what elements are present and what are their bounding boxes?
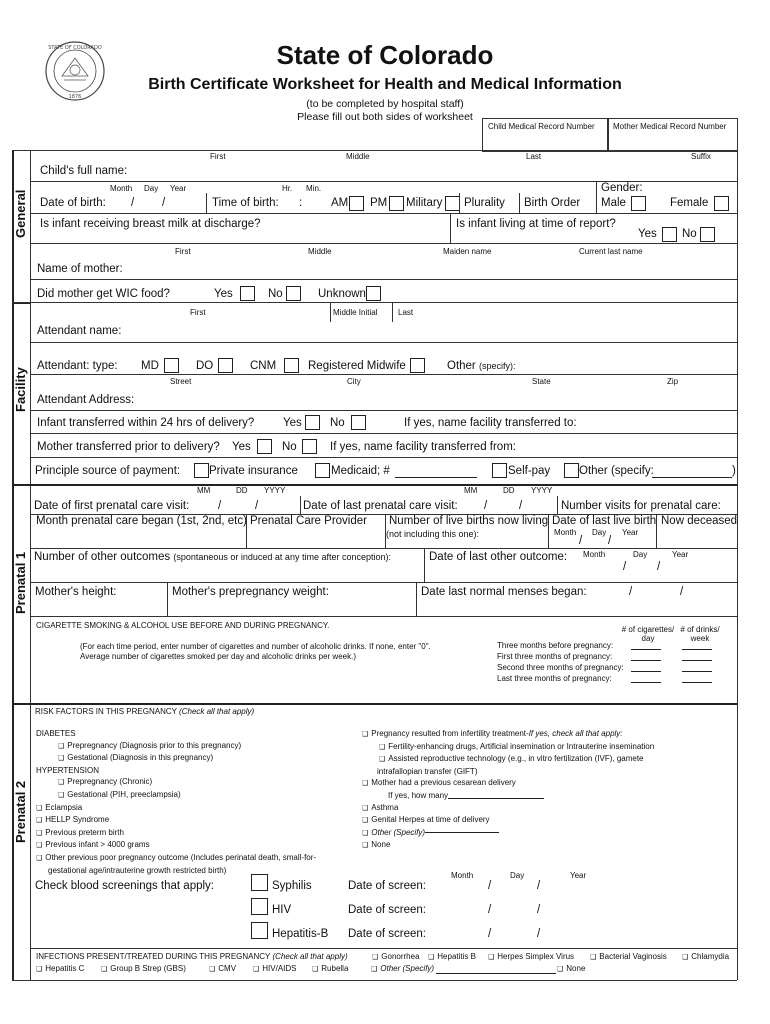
drink-field[interactable]	[682, 660, 712, 661]
page-title: State of Colorado	[276, 40, 494, 70]
infant-transfer-yes-label: Yes	[283, 417, 302, 429]
attendant-type-label: Attendant: type:	[37, 360, 118, 372]
medicaid-number-field[interactable]	[395, 477, 477, 478]
risk-hypertension-gestational[interactable]: ❑ Gestational (PIH, preeclampsia)	[58, 789, 181, 799]
llb-slash: /	[579, 535, 583, 547]
other-label: Other (specify):	[447, 360, 516, 372]
col-last: Last	[526, 152, 542, 161]
tob-min-label: Min.	[306, 184, 322, 193]
weight-label: Mother's prepregnancy weight:	[172, 586, 329, 598]
drink-field[interactable]	[682, 682, 712, 683]
child-name-label: Child's full name:	[40, 165, 128, 177]
other-payment-field[interactable]	[652, 477, 732, 478]
smoking-instr-2: Average number of cigarettes smoked per day and alcoholic drinks per week.)	[80, 652, 356, 661]
addr-col-street: Street	[170, 377, 192, 386]
syphilis-date-label: Date of screen:	[348, 880, 426, 892]
drink-head: # of drinks/	[680, 625, 720, 634]
infant-transfer-yes-checkbox[interactable]	[305, 415, 320, 430]
smoking-title: CIGARETTE SMOKING & ALCOHOL USE BEFORE AND DURING PREGNANCY.	[36, 621, 330, 630]
section-facility: Facility	[13, 367, 28, 412]
screen-slash: /	[488, 904, 492, 916]
risk-diabetes: DIABETES	[36, 729, 76, 738]
col-suffix: Suffix	[691, 152, 711, 161]
other-payment-label: Other (specify:	[579, 465, 654, 477]
risk-hellp[interactable]: ❑ HELLP Syndrome	[36, 815, 110, 825]
first-visit-dd: DD	[236, 486, 248, 495]
first-visit-mm: MM	[197, 486, 211, 495]
mother-name-label: Name of mother:	[37, 263, 123, 275]
screen-month: Month	[451, 871, 474, 880]
last-visit-label: Date of last prenatal care visit:	[303, 500, 458, 512]
plurality-label: Plurality	[464, 197, 505, 209]
smoking-periods	[497, 640, 624, 684]
mother-transfer-yes-label: Yes	[232, 441, 251, 453]
last-outcome-label: Date of last other outcome:	[429, 551, 568, 563]
inf-chlamydia[interactable]: ❑ Chlamydia	[682, 952, 730, 961]
inf-none[interactable]: ❑ None	[557, 964, 586, 973]
transferred-from-label: If yes, name facility transferred from:	[330, 441, 516, 453]
living-no-label: No	[682, 228, 697, 240]
dob-month-label: Month	[110, 184, 133, 193]
risk-infant-4000[interactable]: ❑ Previous infant > 4000 grams	[36, 840, 150, 850]
svg-text:STATE OF COLORADO: STATE OF COLORADO	[48, 45, 102, 51]
period-last-3mo: Last three months of pregnancy:	[497, 674, 612, 683]
mother-col-middle: Middle	[308, 247, 332, 256]
last-visit-mm: MM	[464, 486, 478, 495]
risk-cesarean[interactable]: ❑ Mother had a previous cesarean delivery	[362, 778, 516, 788]
att-col-last: Last	[398, 308, 414, 317]
wic-yes-checkbox[interactable]	[240, 286, 255, 301]
military-checkbox[interactable]	[445, 196, 460, 211]
mother-col-current-last: Current last name	[579, 247, 643, 256]
transferred-to-label: If yes, name facility transferred to:	[404, 417, 577, 429]
inf-gonorrhea[interactable]: ❑ Gonorrhea	[372, 952, 420, 961]
risk-eclampsia[interactable]: ❑ Eclampsia	[36, 802, 83, 812]
section-prenatal-1: Prenatal 1	[13, 551, 28, 614]
mother-transferred-label: Mother transferred prior to delivery?	[37, 441, 220, 453]
private-insurance-label: Private insurance	[209, 465, 298, 477]
risk-art[interactable]: ❑ Assisted reproductive technology (e.g., in vitro fertilization (IVF), gamete	[379, 754, 644, 764]
cig-head-2: day	[641, 634, 655, 643]
addr-col-city: City	[347, 377, 361, 386]
lo-month: Month	[583, 550, 606, 559]
inf-rubella[interactable]: ❑ Rubella	[312, 964, 349, 973]
provider-label: Prenatal Care Provider	[250, 515, 367, 527]
risk-hypertension-prepregnancy[interactable]: ❑ Prepregnancy (Chronic)	[58, 777, 153, 787]
breast-milk-label: Is infant receiving breast milk at discharge?	[40, 218, 261, 230]
infant-transferred-label: Infant transferred within 24 hrs of delivery?	[37, 417, 255, 429]
screen-slash: /	[488, 880, 492, 892]
last-visit-slash: /	[484, 500, 488, 512]
last-visit-yyyy: YYYY	[531, 486, 553, 495]
tob-label: Time of birth:	[212, 197, 279, 209]
llb-year: Year	[622, 528, 639, 537]
pm-checkbox[interactable]	[389, 196, 404, 211]
page-subtitle: Birth Certificate Worksheet for Health and Medical Information	[148, 76, 622, 93]
not-including-label: (not including this one):	[386, 529, 480, 539]
mother-transfer-yes-checkbox[interactable]	[257, 439, 272, 454]
att-col-middle: Middle Initial	[333, 308, 378, 317]
now-deceased-label: Now deceased	[661, 515, 738, 527]
attendant-address-label: Attendant Address:	[37, 394, 135, 406]
period-3mo-before: Three months before pregnancy:	[497, 641, 614, 650]
wic-no-checkbox[interactable]	[286, 286, 301, 301]
section-prenatal-2: Prenatal 2	[13, 780, 28, 843]
screen-slash: /	[537, 880, 541, 892]
inf-cmv[interactable]: ❑ CMV	[209, 964, 237, 973]
inf-gbs[interactable]: ❑ Group B Strep (GBS)	[101, 964, 186, 973]
tob-colon: :	[299, 197, 303, 209]
risk-cesarean-count: If yes, how many	[388, 790, 449, 800]
midwife-checkbox[interactable]	[410, 358, 425, 373]
cig-field[interactable]	[631, 682, 661, 683]
selfpay-checkbox[interactable]	[492, 463, 507, 478]
cig-head: # of cigarettes/	[621, 625, 675, 634]
screen-day: Day	[510, 871, 525, 880]
risk-poor-outcome-cont: gestational age/intrauterine growth restricted birth)	[48, 865, 227, 875]
col-first: First	[210, 152, 226, 161]
drink-head-2: week	[690, 634, 710, 643]
last-live-birth-label: Date of last live birth	[552, 515, 657, 527]
risk-other-field[interactable]	[425, 832, 499, 833]
risk-hypertension: HYPERTENSION	[36, 765, 99, 775]
cig-field[interactable]	[631, 649, 661, 650]
other-payment-checkbox[interactable]	[564, 463, 579, 478]
mother-col-maiden: Maiden name	[443, 247, 492, 256]
medicaid-label: Medicaid; #	[331, 465, 390, 477]
instruction-note: (to be completed by hospital staff)	[306, 98, 464, 110]
hiv-label: HIV	[272, 904, 292, 916]
risk-preterm[interactable]: ❑ Previous preterm birth	[36, 827, 124, 837]
dob-slash: /	[162, 197, 166, 209]
drink-field[interactable]	[682, 671, 712, 672]
last-visit-dd: DD	[503, 486, 515, 495]
llb-day: Day	[592, 528, 607, 537]
live-births-label: Number of live births now living	[389, 515, 549, 527]
do-checkbox[interactable]	[218, 358, 233, 373]
screen-slash: /	[537, 928, 541, 940]
hepb-checkbox[interactable]	[251, 922, 268, 939]
living-yes-label: Yes	[638, 228, 657, 240]
male-label: Male	[601, 197, 626, 209]
female-checkbox[interactable]	[714, 196, 729, 211]
infant-living-label: Is infant living at time of report?	[456, 218, 616, 230]
am-label: AM	[331, 197, 349, 209]
gender-label: Gender:	[601, 182, 643, 194]
living-yes-checkbox[interactable]	[662, 227, 677, 242]
dob-day-label: Day	[144, 184, 159, 193]
syphilis-checkbox[interactable]	[251, 874, 268, 891]
dob-slash: /	[131, 197, 135, 209]
am-checkbox[interactable]	[349, 196, 364, 211]
mother-transfer-no-label: No	[282, 441, 297, 453]
col-middle: Middle	[346, 152, 370, 161]
risk-asthma[interactable]: ❑ Asthma	[362, 802, 399, 812]
screen-slash: /	[488, 928, 492, 940]
llb-slash: /	[608, 535, 612, 547]
cig-field[interactable]	[631, 660, 661, 661]
risk-infertility[interactable]: ❑ Pregnancy resulted from infertility treatment-If yes, check all that apply:	[362, 729, 623, 738]
risk-art-cont: intrafallopian transfer (GIFT)	[377, 766, 478, 776]
cesarean-count-field[interactable]	[448, 798, 544, 799]
risk-none[interactable]: ❑ None	[362, 840, 391, 850]
risk-diabetes-gestational[interactable]: ❑ Gestational (Diagnosis in this pregnancy)	[58, 753, 214, 763]
infant-transfer-no-checkbox[interactable]	[351, 415, 366, 430]
mother-mrn-label: Mother Medical Record Number	[613, 122, 727, 131]
wic-unknown-checkbox[interactable]	[366, 286, 381, 301]
wic-yes-label: Yes	[214, 288, 233, 300]
child-mrn-label: Child Medical Record Number	[488, 122, 595, 131]
inf-hepb[interactable]: ❑ Hepatitis B	[428, 952, 476, 961]
wic-unknown-label: Unknown	[318, 288, 366, 300]
last-visit-slash: /	[519, 500, 523, 512]
llb-month: Month	[554, 528, 577, 537]
att-col-first: First	[190, 308, 206, 317]
inf-other[interactable]: ❑ Other (Specify)	[371, 964, 435, 973]
other-outcomes-label: Number of other outcomes (spontaneous or induced at any time after conception):	[34, 551, 391, 563]
other-payment-close: )	[732, 465, 736, 477]
period-first-3mo: First three months of pregnancy:	[497, 652, 613, 661]
risk-poor-outcome[interactable]: ❑ Other previous poor pregnancy outcome (Includes perinatal death, small-for-	[36, 852, 317, 862]
period-second-3mo: Second three months of pregnancy:	[497, 663, 624, 672]
pm-label: PM	[370, 197, 388, 209]
female-label: Female	[670, 197, 709, 209]
hepb-label: Hepatitis-B	[272, 928, 329, 940]
dob-year-label: Year	[170, 184, 187, 193]
medicaid-checkbox[interactable]	[315, 463, 330, 478]
smoking-instr-1: (For each time period, enter number of cigarettes and number of alcoholic drinks. If none, enter "0".	[80, 642, 431, 651]
menses-slash: /	[680, 586, 684, 598]
inf-hepc[interactable]: ❑ Hepatitis C	[36, 964, 85, 973]
risk-genital-herpes[interactable]: ❑ Genital Herpes at time of delivery	[362, 815, 490, 825]
male-checkbox[interactable]	[631, 196, 646, 211]
risk-list-right	[362, 728, 654, 852]
living-no-checkbox[interactable]	[700, 227, 715, 242]
drink-field[interactable]	[682, 649, 712, 650]
birth-order-label: Birth Order	[524, 197, 581, 209]
risk-list-left	[36, 728, 316, 876]
inf-bv[interactable]: ❑ Bacterial Vaginosis	[590, 952, 667, 961]
hepb-date-label: Date of screen:	[348, 928, 426, 940]
addr-col-state: State	[532, 377, 551, 386]
risk-diabetes-prepregnancy[interactable]: ❑ Prepregnancy (Diagnosis prior to this pregnancy)	[58, 740, 242, 750]
dob-label: Date of birth:	[40, 197, 106, 209]
infant-transfer-no-label: No	[330, 417, 345, 429]
military-label: Military	[406, 197, 443, 209]
height-label: Mother's height:	[35, 586, 117, 598]
lo-day: Day	[633, 550, 648, 559]
mother-col-first: First	[175, 247, 191, 256]
addr-col-zip: Zip	[667, 377, 679, 386]
screen-year: Year	[570, 871, 587, 880]
first-visit-yyyy: YYYY	[264, 486, 286, 495]
risk-title: RISK FACTORS IN THIS PREGNANCY (Check all that apply)	[35, 707, 255, 716]
midwife-label: Registered Midwife	[308, 360, 406, 372]
wic-no-label: No	[268, 288, 283, 300]
cnm-label: CNM	[250, 360, 277, 372]
selfpay-label: Self-pay	[508, 465, 551, 477]
risk-other[interactable]: ❑ Other (Specify)	[362, 827, 426, 837]
svg-text:1876: 1876	[68, 94, 82, 100]
cig-field[interactable]	[631, 671, 661, 672]
mother-transfer-no-checkbox[interactable]	[302, 439, 317, 454]
cnm-checkbox[interactable]	[284, 358, 299, 373]
section-general: General	[13, 189, 28, 238]
infections-title: INFECTIONS PRESENT/TREATED DURING THIS PREGNANCY (Check all that apply)	[36, 952, 348, 961]
private-insurance-checkbox[interactable]	[194, 463, 209, 478]
attendant-name-label: Attendant name:	[37, 325, 122, 337]
syphilis-label: Syphilis	[272, 880, 312, 892]
lo-slash: /	[657, 561, 661, 573]
screen-slash: /	[537, 904, 541, 916]
first-visit-slash: /	[255, 500, 259, 512]
md-checkbox[interactable]	[164, 358, 179, 373]
hiv-checkbox[interactable]	[251, 898, 268, 915]
wic-label: Did mother get WIC food?	[37, 288, 170, 300]
first-visit-label: Date of first prenatal care visit:	[34, 500, 190, 512]
tob-hr-label: Hr.	[282, 184, 293, 193]
lo-slash: /	[623, 561, 627, 573]
instruction-note-2: Please fill out both sides of worksheet	[297, 111, 473, 123]
inf-hiv[interactable]: ❑ HIV/AIDS	[253, 964, 297, 973]
num-visits-label: Number visits for prenatal care:	[561, 500, 721, 512]
do-label: DO	[196, 360, 214, 372]
lo-year: Year	[672, 550, 689, 559]
blood-screen-label: Check blood screenings that apply:	[35, 880, 214, 892]
inf-other-field[interactable]	[436, 973, 556, 974]
hiv-date-label: Date of screen:	[348, 904, 426, 916]
md-label: MD	[141, 360, 159, 372]
inf-herpes[interactable]: ❑ Herpes Simplex Virus	[488, 952, 575, 961]
menses-label: Date last normal menses began:	[421, 586, 587, 598]
menses-slash: /	[629, 586, 633, 598]
payment-label: Principle source of payment:	[35, 465, 181, 477]
first-visit-slash: /	[218, 500, 222, 512]
month-began-label: Month prenatal care began (1st, 2nd, etc)	[36, 515, 247, 527]
risk-fertility-drugs[interactable]: ❑ Fertility-enhancing drugs, Artificial insemination or Intrauterine insemination	[379, 741, 655, 751]
